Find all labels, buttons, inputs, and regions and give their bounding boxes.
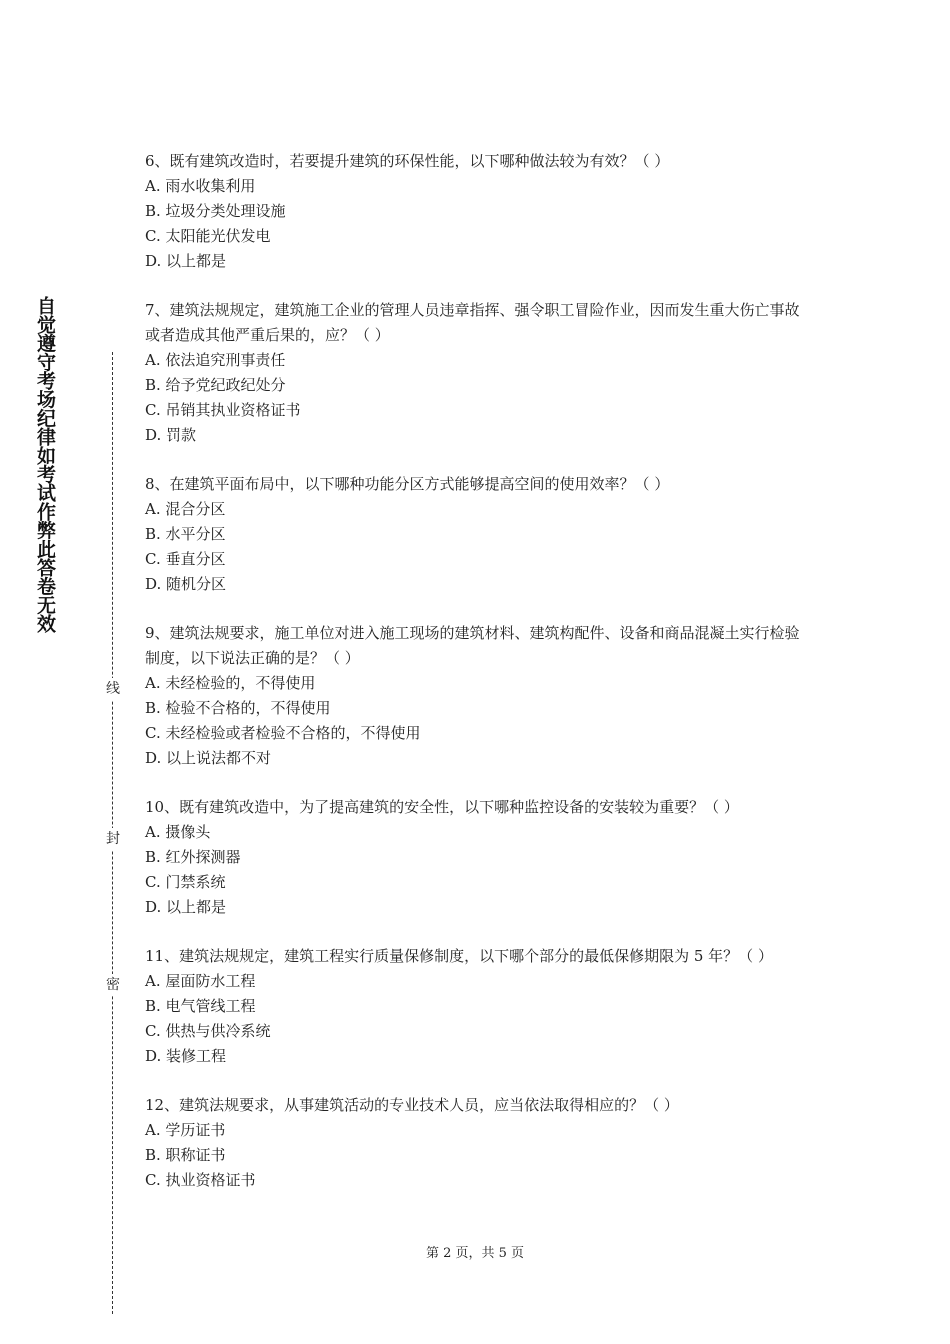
question-text: 7、建筑法规规定，建筑施工企业的管理人员违章指挥、强令职工冒险作业，因而发生重大伤亡事故或者造成其他严重后果的，应？（ ） xyxy=(145,301,800,344)
option-b: B. 检验不合格的，不得使用 xyxy=(145,699,331,717)
question-list xyxy=(145,149,810,1217)
option-a: A. 混合分区 xyxy=(145,500,226,518)
option-c: C. 未经检验或者检验不合格的，不得使用 xyxy=(145,724,421,742)
option-d: D. 以上都是 xyxy=(145,252,227,270)
option-a: A. 雨水收集利用 xyxy=(145,177,256,195)
question-text: 8、在建筑平面布局中，以下哪种功能分区方式能够提高空间的使用效率？（ ） xyxy=(145,475,670,493)
seal-label-line: 线 xyxy=(105,678,121,700)
option-a: A. 摄像头 xyxy=(145,823,211,841)
option-b: B. 给予党纪政纪处分 xyxy=(145,376,286,394)
question-12 xyxy=(145,1093,810,1193)
option-b: B. 电气管线工程 xyxy=(145,997,256,1015)
seal-label-secret: 密 xyxy=(105,974,121,996)
option-b: B. 职称证书 xyxy=(145,1146,226,1164)
option-d: D. 以上说法都不对 xyxy=(145,749,272,767)
option-a: A. 依法追究刑事责任 xyxy=(145,351,286,369)
option-c: C. 供热与供冷系统 xyxy=(145,1022,271,1040)
option-d: D. 罚款 xyxy=(145,426,197,444)
option-c: C. 垂直分区 xyxy=(145,550,226,568)
question-11 xyxy=(145,944,810,1069)
option-c: C. 吊销其执业资格证书 xyxy=(145,401,301,419)
question-text: 12、建筑法规要求，从事建筑活动的专业技术人员，应当依法取得相应的？（ ） xyxy=(145,1096,679,1114)
option-b: B. 红外探测器 xyxy=(145,848,241,866)
option-d: D. 装修工程 xyxy=(145,1047,227,1065)
question-9 xyxy=(145,621,810,771)
question-10 xyxy=(145,795,810,920)
option-a: A. 未经检验的，不得使用 xyxy=(145,674,316,692)
question-text: 6、既有建筑改造时，若要提升建筑的环保性能，以下哪种做法较为有效？（ ） xyxy=(145,152,670,170)
option-c: C. 执业资格证书 xyxy=(145,1171,256,1189)
option-a: A. 屋面防水工程 xyxy=(145,972,256,990)
option-c: C. 门禁系统 xyxy=(145,873,226,891)
option-c: C. 太阳能光伏发电 xyxy=(145,227,271,245)
question-7 xyxy=(145,298,810,448)
option-b: B. 水平分区 xyxy=(145,525,226,543)
seal-label-seal: 封 xyxy=(105,828,121,850)
question-text: 9、建筑法规要求，施工单位对进入施工现场的建筑材料、建筑构配件、设备和商品混凝土实行检验制度，以下说法正确的是？（ ） xyxy=(145,624,800,667)
option-a: A. 学历证书 xyxy=(145,1121,226,1139)
question-text: 11、建筑法规规定，建筑工程实行质量保修制度，以下哪个部分的最低保修期限为 5 年？（ ） xyxy=(145,947,773,965)
option-d: D. 以上都是 xyxy=(145,898,227,916)
option-d: D. 随机分区 xyxy=(145,575,227,593)
question-text: 10、既有建筑改造中，为了提高建筑的安全性，以下哪种监控设备的安装较为重要？（ ） xyxy=(145,798,739,816)
question-8 xyxy=(145,472,810,597)
question-6 xyxy=(145,149,810,274)
page-number-footer: 第 2 页，共 5 页 xyxy=(425,1246,525,1261)
option-b: B. 垃圾分类处理设施 xyxy=(145,202,286,220)
exam-discipline-notice: 自觉遵守考场纪律如考试作弊此答卷无效 xyxy=(34,296,56,633)
